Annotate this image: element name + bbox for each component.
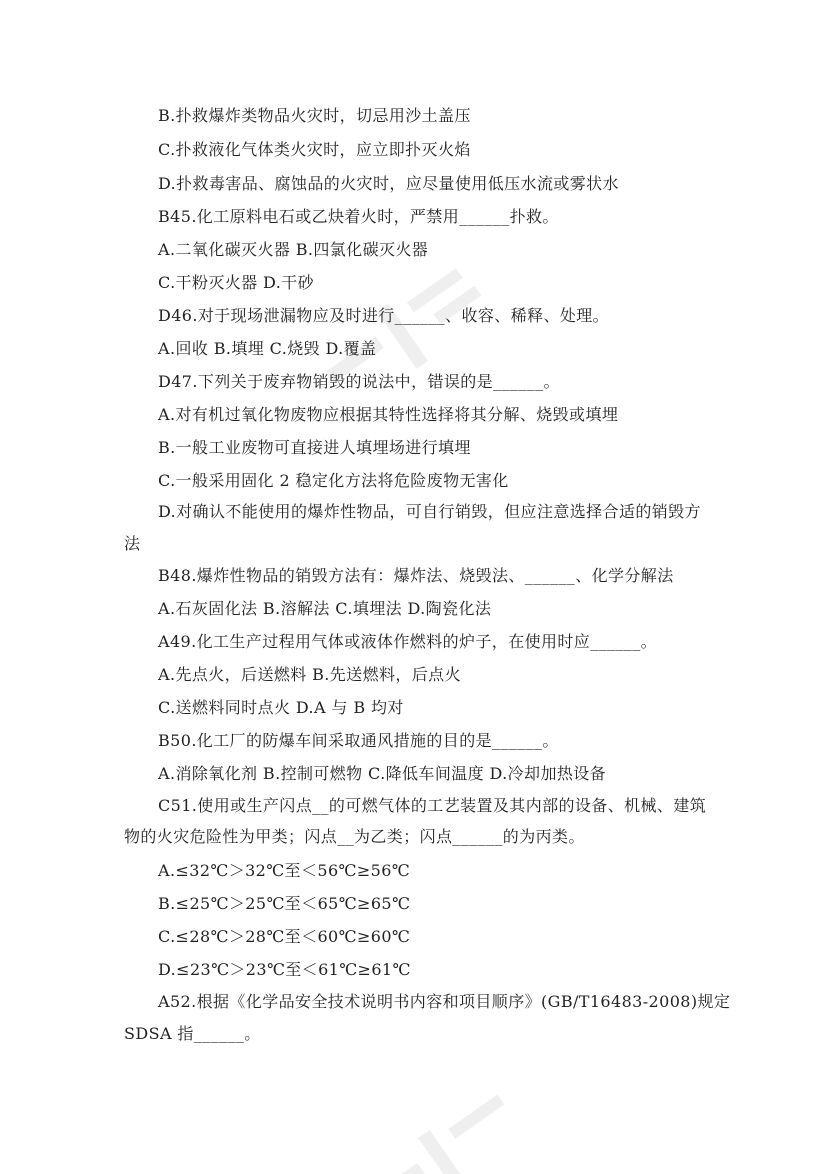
question-b48: B48.爆炸性物品的销毁方法有：爆炸法、烧毁法、______、化学分解法 xyxy=(158,566,674,585)
question-b50: B50.化工厂的防爆车间采取通风措施的目的是______。 xyxy=(158,731,559,750)
text-line: D.对确认不能使用的爆炸性物品，可自行销毁，但应注意选择合适的销毁方 xyxy=(158,502,701,521)
text-line: 物的火灾危险性为甲类；闪点__为乙类；闪点______的为丙类。 xyxy=(124,827,585,846)
text-line: C.干粉灭火器 D.干砂 xyxy=(158,273,314,292)
text-line: B.一般工业废物可直接进人填埋场进行填埋 xyxy=(158,438,471,457)
question-b45: B45.化工原料电石或乙炔着火时，严禁用______扑救。 xyxy=(158,207,559,226)
text-line: A.≤32℃＞32℃至＜56℃≥56℃ xyxy=(158,861,411,880)
text-line: B.扑救爆炸类物品火灾时，切忌用沙土盖压 xyxy=(158,106,471,125)
text-line: C.送燃料同时点火 D.A 与 B 均对 xyxy=(158,698,404,717)
watermark-stamp-icon xyxy=(330,1080,570,1174)
text-line: C.一般采用固化 2 稳定化方法将危险废物无害化 xyxy=(158,471,509,490)
question-c51: C51.使用或生产闪点__的可燃气体的工艺装置及其内部的设备、机械、建筑 xyxy=(158,796,707,815)
text-line: A.石灰固化法 B.溶解法 C.填埋法 D.陶瓷化法 xyxy=(158,599,492,618)
text-line: A.回收 B.填埋 C.烧毁 D.覆盖 xyxy=(158,339,377,358)
text-line: C.≤28℃＞28℃至＜60℃≥60℃ xyxy=(158,927,411,946)
text-line: A.消除氧化剂 B.控制可燃物 C.降低车间温度 D.冷却加热设备 xyxy=(158,764,607,783)
text-line: B.≤25℃＞25℃至＜65℃≥65℃ xyxy=(158,894,411,913)
text-line: 法 xyxy=(124,534,141,553)
text-line: SDSA 指______。 xyxy=(124,1024,261,1043)
question-d46: D46.对于现场泄漏物应及时进行______、收容、稀释、处理。 xyxy=(158,306,610,325)
question-a49: A49.化工生产过程用气体或液体作燃料的炉子，在使用时应______。 xyxy=(158,632,658,651)
question-d47: D47.下列关于废弃物销毁的说法中，错误的是______。 xyxy=(158,372,560,391)
text-line: A.对有机过氧化物废物应根据其特性选择将其分解、烧毁或填埋 xyxy=(158,405,619,424)
text-line: C.扑救液化气体类火灾时，应立即扑灭火焰 xyxy=(158,140,471,159)
question-a52: A52.根据《化学品安全技术说明书内容和项目顺序》(GB/T16483-2008)规定 xyxy=(158,992,731,1011)
text-line: A.先点火，后送燃料 B.先送燃料，后点火 xyxy=(158,665,461,684)
text-line: D.≤23℃＞23℃至＜61℃≥61℃ xyxy=(158,960,411,979)
text-line: D.扑救毒害品、腐蚀品的火灾时，应尽量使用低压水流或雾状水 xyxy=(158,174,619,193)
text-line: A.二氧化碳灭火器 B.四氯化碳灭火器 xyxy=(158,240,429,259)
